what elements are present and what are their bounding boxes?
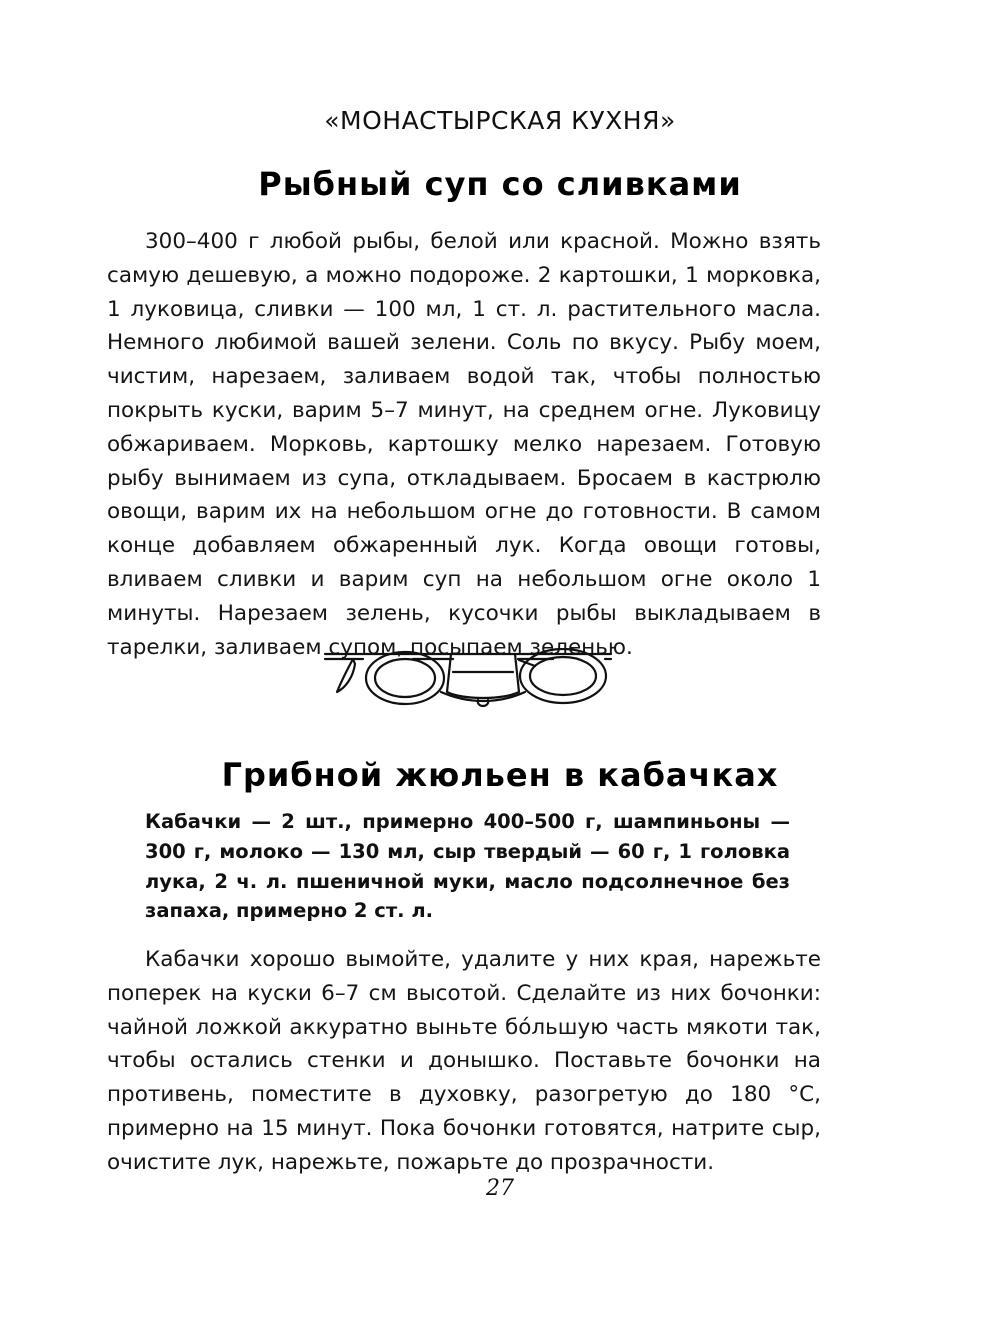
left-ring-inner: [375, 659, 435, 697]
pot-rim: [441, 692, 525, 701]
table-illustration: [323, 648, 613, 710]
page-number: 27: [486, 1176, 514, 1201]
recipe-body-fish-soup: 300–400 г любой рыбы, белой или красной. Можно взять самую дешевую, а можно подороже. 2 картошки, 1 морковка, 1 луковица, сливки — 100 мл, 1 ст. л. растительного масла. Немного любимой вашей зелени. Соль по вкусу. Рыбу моем, чистим, нарезаем, заливаем водой так, чтобы полностью покрыть куски, варим 5–7 минут, на среднем огне. Луковицу обжариваем. Морковь, картошку мелко нарезаем. Готовую рыбу вынимаем из супа, откладываем. Бросаем в кастрюлю овощи, варим их на небольшом огне до готовности. В самом конце добавляем обжаренный лук. Когда овощи готовы, вливаем сливки и варим суп на небольшом огне около 1 минуты. Нарезаем зелень, кусочки рыбы выкладываем в тарелки, заливаем супом, посыпаем зеленью.: [107, 229, 821, 660]
recipe-title-fish-soup: Рыбный суп со сливками: [258, 165, 742, 203]
recipe-title-julienne: Грибной жюльен в кабачках: [221, 756, 779, 794]
leaf-shape: [337, 659, 355, 692]
ingredients-list: Кабачки — 2 шт., примерно 400–500 г, шампиньоны — 300 г, молоко — 130 мл, сыр твердый — 60 г, 1 головка лука, 2 ч. л. пшеничной муки, масло подсолнечное без запаха, примерно 2 ст. л.: [145, 810, 790, 923]
recipe-body-julienne: Кабачки хорошо вымойте, удалите у них края, нарежьте поперек на куски 6–7 см высотой. Сделайте из них бочонки: чайной ложкой аккуратно выньте бóльшую часть мякоти так, чтобы остались стенки и донышко. Поставьте бочонки на противень, поместите в духовку, разогретую до 180 °С, примерно на 15 минут. Пока бочонки готовятся, натрите сыр, очистите лук, нарежьте, пожарьте до прозрачности.: [107, 947, 821, 1175]
pot-body: [447, 654, 519, 698]
right-ring-inner: [530, 657, 596, 695]
running-header: «МОНАСТЫРСКАЯ КУХНЯ»: [324, 106, 676, 135]
